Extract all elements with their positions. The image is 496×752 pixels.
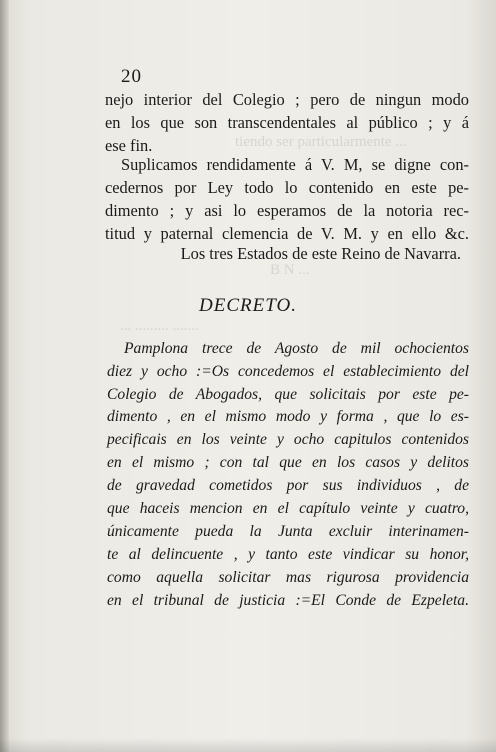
decree-line: Colegio de Abogados, que solicitais por este pe- bbox=[107, 386, 469, 403]
show-through: tiendo ser particularmente ... bbox=[235, 134, 407, 150]
signature-line: Los tres Estados de este Reino de Navarra. bbox=[180, 244, 461, 263]
body-line: Suplicamos rendidamente á V. M, se digne con- bbox=[121, 155, 469, 174]
decree-line: en el tribunal de justicia :=El Conde de Ezpeleta. bbox=[107, 592, 469, 609]
decree-line: te al delincuente , y tanto este vindicar su honor, bbox=[107, 546, 469, 563]
decree-line: de gravedad cometidos por sus individuos , de bbox=[107, 477, 469, 494]
body-line: ese fin. bbox=[105, 136, 153, 155]
decree-line: dimento , en el mismo modo y forma , que lo es- bbox=[107, 408, 469, 425]
body-line: titud y paternal clemencia de V. M. y en ello &c. bbox=[105, 224, 469, 243]
decree-line: pecificais en los veinte y ocho capitulos contenidos bbox=[107, 431, 469, 448]
decree-line: que haceis mencion en el capítulo veinte y cuatro, bbox=[107, 500, 469, 517]
body-line: nejo interior del Colegio ; pero de ningun modo bbox=[105, 90, 469, 109]
page-number: 20 bbox=[121, 66, 142, 87]
decree-line: diez y ocho :=Os concedemos el establecimiento del bbox=[107, 363, 469, 380]
decree-line: como aquella solicitar mas rigurosa providencia bbox=[107, 569, 469, 586]
decree-line: únicamente pueda la Junta excluir interinamen- bbox=[107, 523, 469, 540]
body-line: cedernos por Ley todo lo contenido en este pe- bbox=[105, 178, 469, 197]
decree-heading: DECRETO. bbox=[199, 295, 297, 316]
show-through: ... ......... ....... bbox=[120, 318, 199, 334]
body-line: en los que son transcendentales al público ; y á bbox=[105, 113, 469, 132]
show-through: B N ... bbox=[270, 262, 310, 278]
decree-line: Pamplona trece de Agosto de mil ochocientos bbox=[124, 340, 469, 357]
decree-line: en el mismo ; con tal que en los casos y delitos bbox=[107, 454, 469, 471]
body-line: dimento ; y asi lo esperamos de la notoria rec- bbox=[105, 201, 469, 220]
